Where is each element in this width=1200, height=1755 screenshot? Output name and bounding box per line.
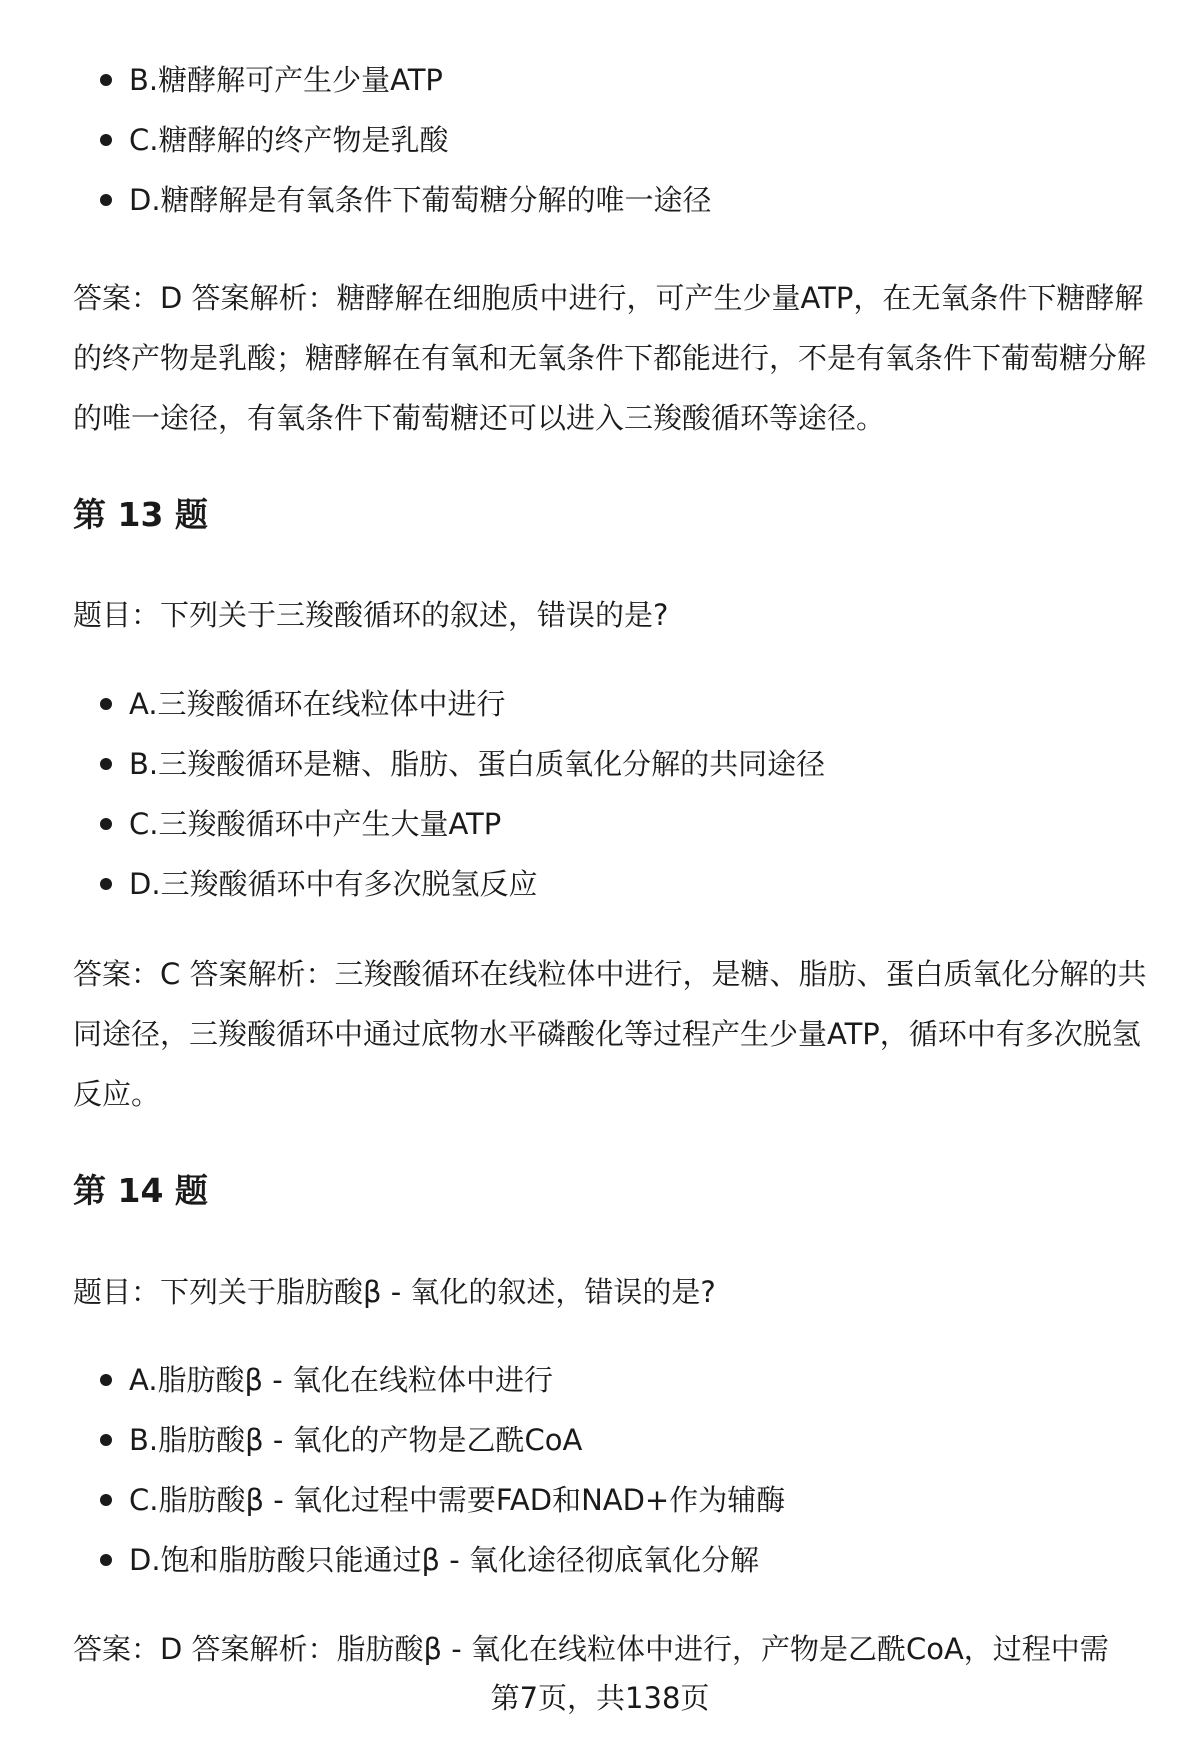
option-item <box>73 50 712 110</box>
bullet-icon <box>100 1554 112 1566</box>
option-text: B.脂肪酸β - 氧化的产物是乙酰CoA <box>129 1423 583 1457</box>
bullet-icon <box>100 758 112 770</box>
option-item <box>73 110 712 170</box>
option-text: C.糖酵解的终产物是乳酸 <box>129 123 449 157</box>
option-item <box>73 734 825 794</box>
bullet-icon <box>100 1494 112 1506</box>
q13-answer: 答案：C 答案解析：三羧酸循环在线粒体中进行，是糖、脂肪、蛋白质氧化分解的共同途径，三羧酸循环中通过底物水平磷酸化等过程产生少量ATP，循环中有多次脱氢反应。 <box>73 957 1147 1111</box>
bullet-icon <box>100 134 112 146</box>
bullet-icon <box>100 818 112 830</box>
bullet-icon <box>100 194 112 206</box>
option-text: C.三羧酸循环中产生大量ATP <box>129 807 502 841</box>
bullet-icon <box>100 1374 112 1386</box>
q12-answer: 答案：D 答案解析：糖酵解在细胞质中进行，可产生少量ATP，在无氧条件下糖酵解的终产物是乳酸；糖酵解在有氧和无氧条件下都能进行，不是有氧条件下葡萄糖分解的唯一途径，有氧条件下葡萄糖还可以进入三羧酸循环等途径。 <box>73 281 1147 435</box>
option-text: D.三羧酸循环中有多次脱氢反应 <box>129 867 538 901</box>
bullet-icon <box>100 878 112 890</box>
bullet-icon <box>100 698 112 710</box>
option-item <box>73 1350 785 1410</box>
option-item <box>73 1410 785 1470</box>
option-text: C.脂肪酸β - 氧化过程中需要FAD和NAD+作为辅酶 <box>129 1483 786 1517</box>
option-item <box>73 794 825 854</box>
option-text: A.三羧酸循环在线粒体中进行 <box>129 687 506 721</box>
q13-question: 题目：下列关于三羧酸循环的叙述，错误的是? <box>73 598 669 632</box>
option-item <box>73 170 712 230</box>
q13-option-list <box>73 674 825 914</box>
bullet-icon <box>100 74 112 86</box>
q14-answer: 答案：D 答案解析：脂肪酸β - 氧化在线粒体中进行，产物是乙酰CoA，过程中需 <box>73 1632 1109 1666</box>
option-text: D.糖酵解是有氧条件下葡萄糖分解的唯一途径 <box>129 183 712 217</box>
option-item <box>73 674 825 734</box>
option-item <box>73 1530 785 1590</box>
q12-option-list <box>73 50 712 230</box>
option-text: B.三羧酸循环是糖、脂肪、蛋白质氧化分解的共同途径 <box>129 747 826 781</box>
page-number: 第7页，共138页 <box>490 1681 710 1715</box>
q13-heading: 第 13 题 <box>73 495 208 534</box>
option-item <box>73 854 825 914</box>
option-text: B.糖酵解可产生少量ATP <box>129 63 443 97</box>
q14-option-list <box>73 1350 785 1590</box>
bullet-icon <box>100 1434 112 1446</box>
option-text: A.脂肪酸β - 氧化在线粒体中进行 <box>129 1363 553 1397</box>
option-item <box>73 1470 785 1530</box>
option-text: D.饱和脂肪酸只能通过β - 氧化途径彻底氧化分解 <box>129 1543 759 1577</box>
q14-heading: 第 14 题 <box>73 1171 208 1210</box>
q14-question: 题目：下列关于脂肪酸β - 氧化的叙述，错误的是? <box>73 1275 716 1309</box>
